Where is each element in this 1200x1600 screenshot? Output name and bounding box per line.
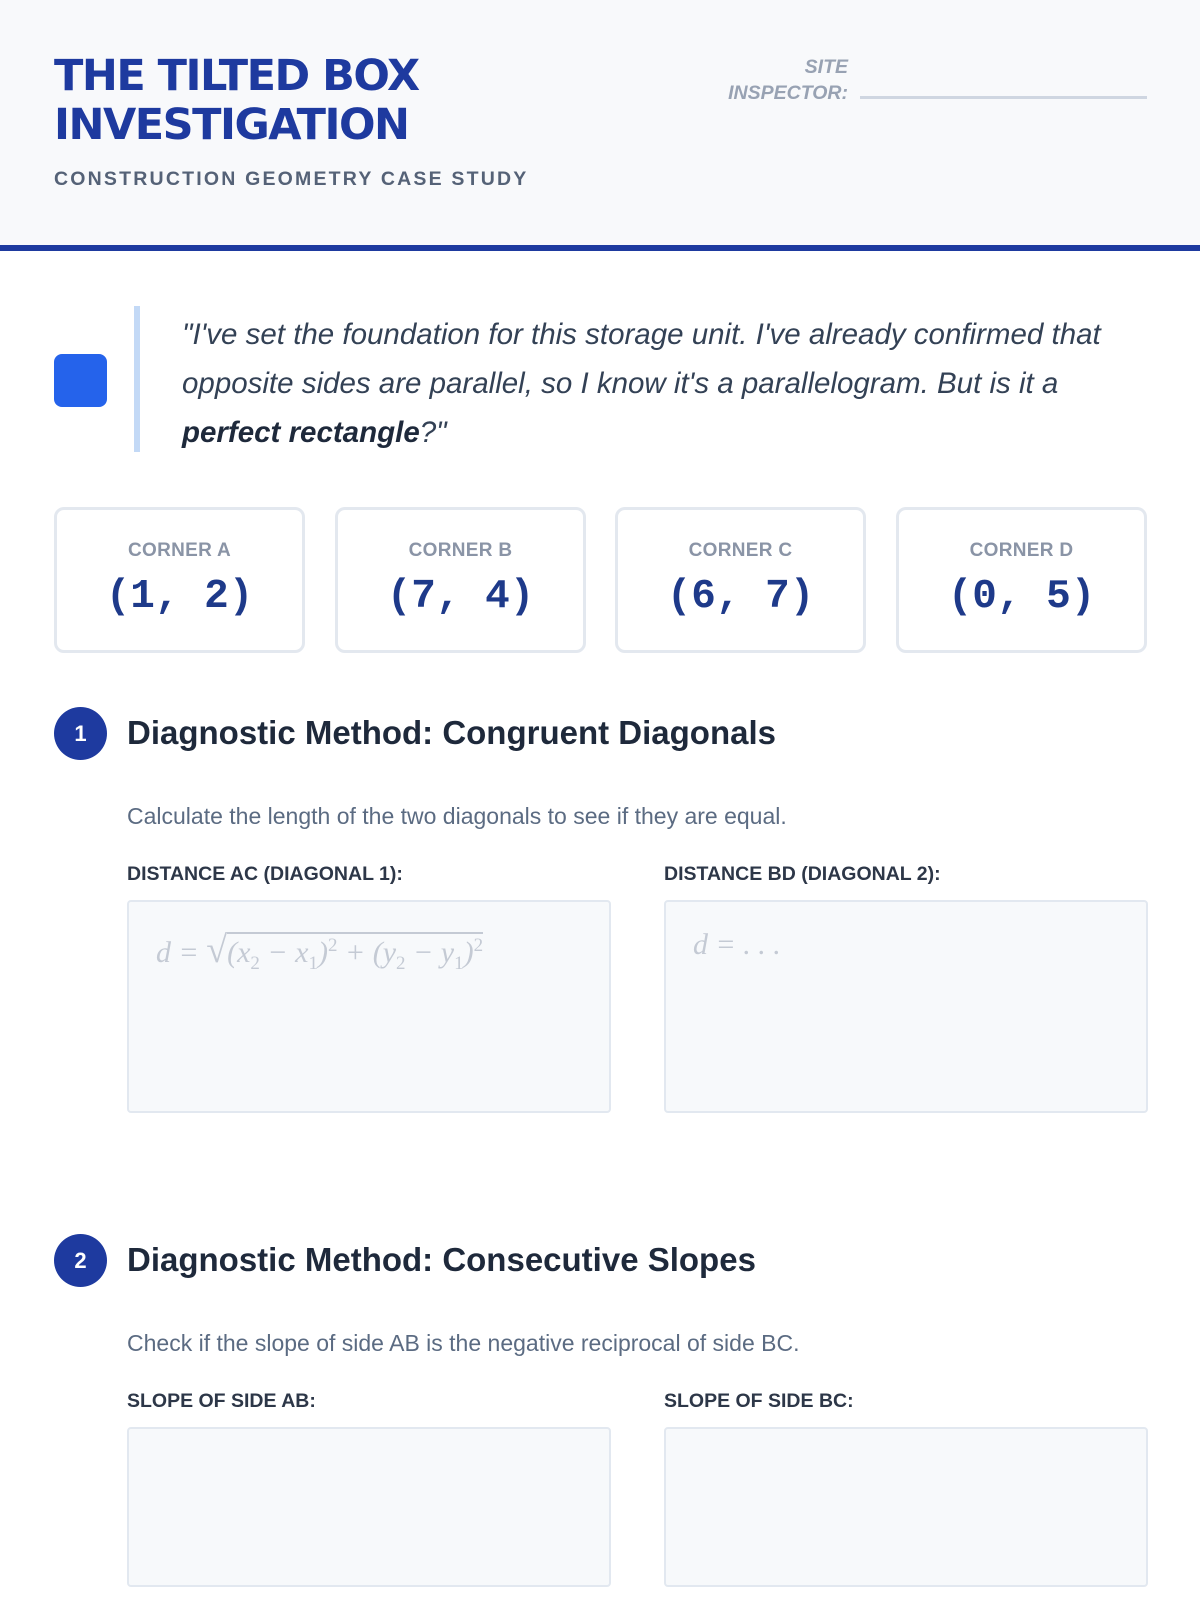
corner-coordinates	[54, 507, 1148, 653]
distance-placeholder: d = . . .	[693, 928, 781, 961]
section-number-badge: 1	[54, 707, 107, 760]
page-title: THE TILTED BOX INVESTIGATION	[54, 51, 419, 150]
corner-value: (1, 2)	[105, 574, 254, 620]
corner-label: CORNER A	[127, 540, 232, 561]
site-inspector-label: SITE INSPECTOR:	[728, 56, 848, 104]
field-label-slope-bc: SLOPE OF SIDE BC:	[664, 1390, 854, 1412]
section-title: Diagnostic Method: Consecutive Slopes	[127, 1241, 756, 1278]
section-number-badge: 2	[54, 1234, 107, 1287]
corner-card-a	[54, 507, 305, 653]
section-title: Diagnostic Method: Congruent Diagonals	[127, 714, 776, 751]
answer-box-slope-bc[interactable]	[664, 1427, 1148, 1587]
corner-label: CORNER D	[969, 540, 1074, 561]
field-label-distance-bd: DISTANCE BD (DIAGONAL 2):	[664, 863, 941, 885]
section-description: Check if the slope of side AB is the negative reciprocal of side BC.	[127, 1330, 800, 1356]
corner-label: CORNER B	[408, 540, 513, 561]
page-header	[0, 0, 1200, 251]
quote-accent-bar	[134, 306, 140, 452]
corner-value: (6, 7)	[666, 574, 815, 620]
quote-marker-icon	[54, 354, 107, 407]
answer-box-distance-bd[interactable]	[664, 900, 1148, 1113]
corner-value: (0, 5)	[947, 574, 1096, 620]
corner-value: (7, 4)	[386, 574, 535, 620]
answer-box-slope-ab[interactable]	[127, 1427, 611, 1587]
site-inspector-signature-line[interactable]	[860, 96, 1147, 99]
quote-text	[182, 310, 1148, 457]
answer-box-distance-ac[interactable]	[127, 900, 611, 1113]
corner-label: CORNER C	[688, 540, 793, 561]
quote-text-start: "I've set the foundation for this storage unit. I've already confirmed that opposite sides are parallel, so I know it's a parallelogram. But is it a	[182, 318, 1101, 400]
field-label-distance-ac: DISTANCE AC (DIAGONAL 1):	[127, 863, 403, 885]
corner-card-d	[896, 507, 1147, 653]
field-label-slope-ab: SLOPE OF SIDE AB:	[127, 1390, 316, 1412]
corner-card-c	[615, 507, 866, 653]
distance-formula-placeholder: $d = √(x_2 - x_1)^2 + (y_2 - y_1)^2$	[156, 929, 484, 974]
quote-text-end: ?"	[419, 416, 447, 449]
scenario-quote	[54, 306, 1148, 454]
section-description: Calculate the length of the two diagonals to see if they are equal.	[127, 803, 787, 829]
quote-emphasis: perfect rectangle	[182, 416, 420, 449]
page-subtitle: CONSTRUCTION GEOMETRY CASE STUDY	[54, 168, 529, 190]
corner-card-b	[335, 507, 586, 653]
